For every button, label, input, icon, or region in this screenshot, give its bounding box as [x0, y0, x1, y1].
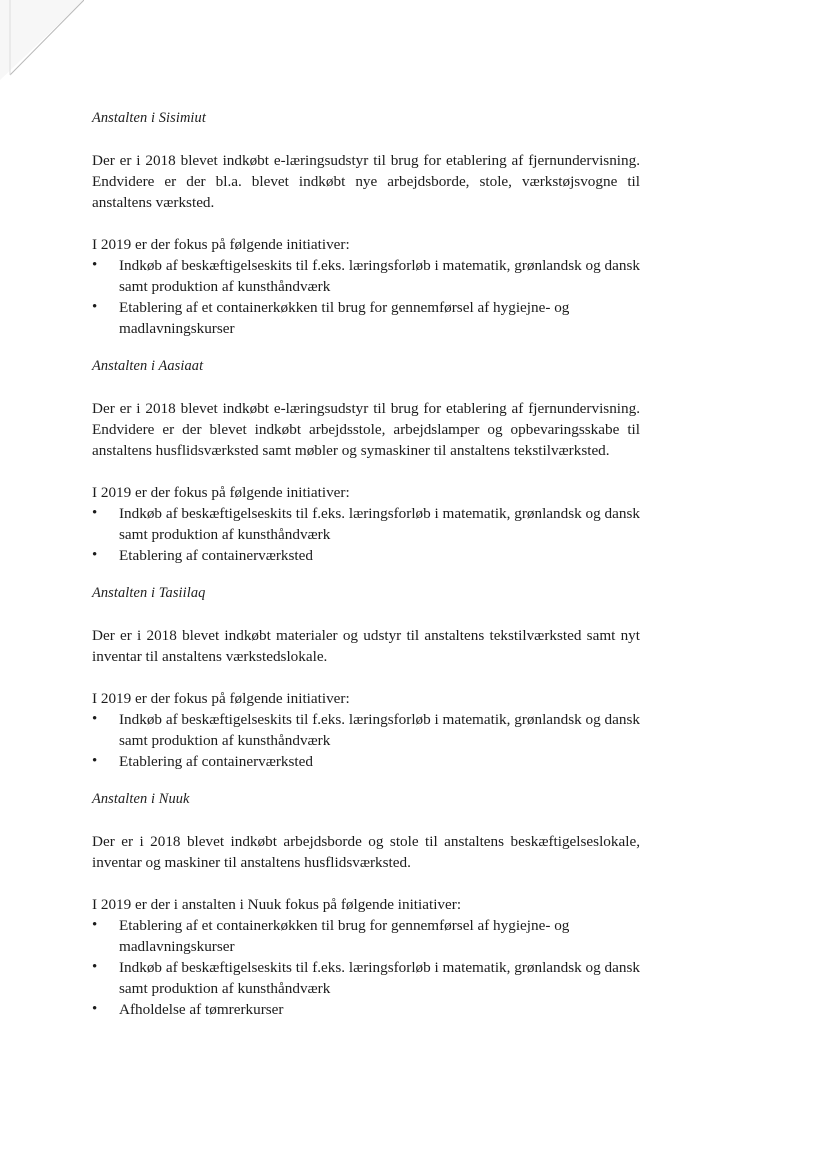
list-item: • Etablering af containerværksted [92, 545, 640, 566]
list-item: • Indkøb af beskæftigelseskits til f.eks. læringsforløb i matematik, grønlandsk og dansk samt produktion af kunsthåndværk [92, 709, 640, 751]
list-item: • Etablering af containerværksted [92, 751, 640, 772]
section-heading: Anstalten i Nuuk [92, 791, 190, 807]
list-item: • Etablering af et containerkøkken til brug for gennemførsel af hygiejne- og madlavningskurser [92, 915, 640, 957]
section-heading: Anstalten i Tasiilaq [92, 585, 206, 601]
list-item: • Indkøb af beskæftigelseskits til f.eks. læringsforløb i matematik, grønlandsk og dansk samt produktion af kunsthåndværk [92, 957, 640, 999]
initiatives-list [92, 915, 640, 1020]
initiatives-intro: I 2019 er der i anstalten i Nuuk fokus på følgende initiativer: [92, 896, 462, 913]
section-paragraph: Der er i 2018 blevet indkøbt e-læringsudstyr til brug for etablering af fjernundervisning. Endvidere er der bl.a. blevet indkøbt nye arbejdsborde, stole, værkstøjsvogne til anstaltens værksted. [92, 152, 640, 211]
section-heading: Anstalten i Aasiaat [92, 358, 204, 374]
list-item: • Afholdelse af tømrerkurser [92, 999, 640, 1020]
section-paragraph: Der er i 2018 blevet indkøbt materialer og udstyr til anstaltens tekstilværksted samt nyt inventar til anstaltens værkstedslokale. [92, 627, 640, 665]
section-paragraph: Der er i 2018 blevet indkøbt e-læringsudstyr til brug for etablering af fjernundervisning. Endvidere er der blevet indkøbt arbejdsstole, arbejdslamper og opbevaringsskabe til anstaltens husflidsværksted samt møbler og symaskiner til anstaltens tekstilværksted. [92, 400, 640, 459]
initiatives-intro: I 2019 er der fokus på følgende initiativer: [92, 690, 350, 707]
section-paragraph: Der er i 2018 blevet indkøbt arbejdsborde og stole til anstaltens beskæftigelseslokale, inventar og maskiner til anstaltens husflidsværksted. [92, 833, 640, 871]
initiatives-list [92, 709, 640, 772]
list-item: • Indkøb af beskæftigelseskits til f.eks. læringsforløb i matematik, grønlandsk og dansk samt produktion af kunsthåndværk [92, 503, 640, 545]
initiatives-list [92, 255, 640, 339]
list-item: • Indkøb af beskæftigelseskits til f.eks. læringsforløb i matematik, grønlandsk og dansk samt produktion af kunsthåndværk [92, 255, 640, 297]
initiatives-intro: I 2019 er der fokus på følgende initiativer: [92, 484, 350, 501]
section-heading: Anstalten i Sisimiut [92, 110, 206, 126]
initiatives-intro: I 2019 er der fokus på følgende initiativer: [92, 236, 350, 253]
document-page [92, 108, 640, 1037]
list-item: • Etablering af et containerkøkken til brug for gennemførsel af hygiejne- og madlavningskurser [92, 297, 640, 339]
section-sisimiut [92, 108, 640, 339]
section-nuuk [92, 789, 640, 1020]
section-aasiaat [92, 356, 640, 566]
section-tasiilaq [92, 583, 640, 772]
folded-corner-mark [0, 0, 84, 80]
initiatives-list [92, 503, 640, 566]
